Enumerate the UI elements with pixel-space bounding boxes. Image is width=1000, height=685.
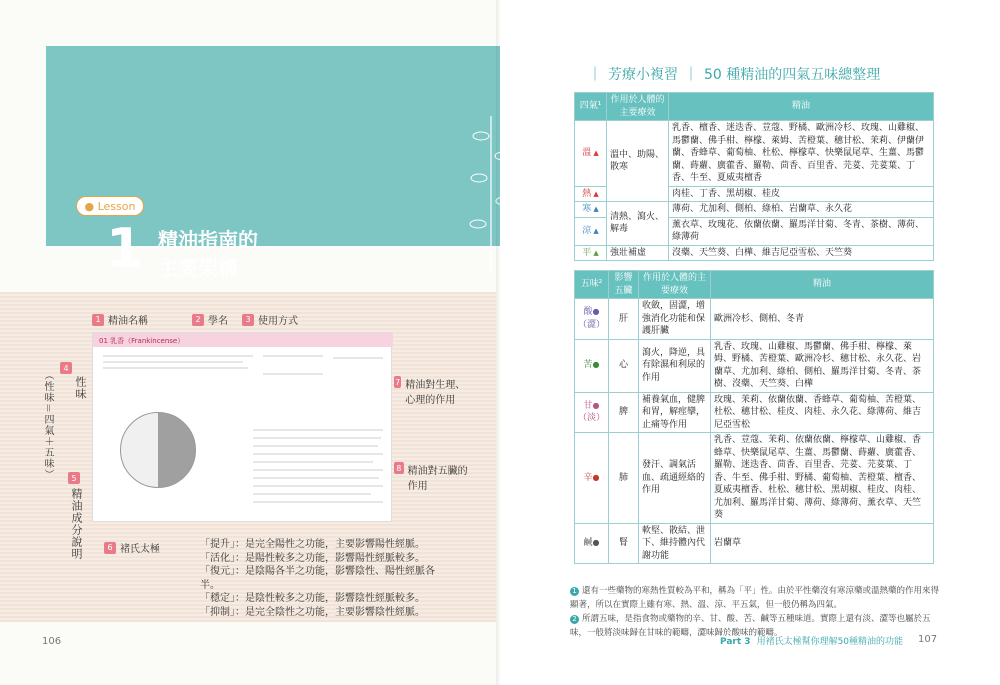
- effect-cell: 收斂，固澀，增強消化功能和保護肝臟: [639, 299, 711, 340]
- effect-cell: 瀉火，降逆，具有除濕和利尿的作用: [639, 339, 711, 392]
- oils-cell: 玫瑰、茉莉、依蘭依蘭、香蜂草、葡萄柚、苦橙葉、杜松、穗甘松、桂皮、肉桂、永久花、綠薄荷、維吉尼亞雪松: [711, 392, 934, 433]
- nature-label: 熱: [582, 188, 592, 199]
- taste-label: 酸: [583, 307, 593, 318]
- lesson-title-line1: 精油指南的: [158, 228, 258, 252]
- callout-label: 精油名稱: [108, 316, 148, 327]
- effect-cell: 發汗、調氣活血、疏通經絡的作用: [639, 433, 711, 524]
- effect-cell: 補養氣血，健脾和胃，解痙攣，止痛等作用: [639, 392, 711, 433]
- footer-text: 用褚氏太極幫你理解50種精油的功能: [756, 637, 904, 647]
- callout-number: 1: [92, 314, 104, 326]
- callout-number: 2: [192, 314, 204, 326]
- taste-sub-label: （淡）: [578, 413, 606, 424]
- legend-line: 「復元」：是陰陽各半之功能，影響陰性、陽性經脈各半。: [200, 566, 435, 591]
- oils-cell: 乳香、玫瑰、山雞椒、馬鬱蘭、佛手柑、檸檬、萊姆、野橘、苦橙葉、歐洲冷杉、穗甘松、永久花、岩蘭草、尤加利、綠柏、側柏、羅馬洋甘菊、冬青、茶樹、沒藥、天竺葵、白樺: [711, 339, 934, 392]
- oils-cell: 薰衣草、玫瑰花、依蘭依蘭、羅馬洋甘菊、冬青、茶樹、薄荷、綠薄荷: [669, 217, 934, 245]
- taste-label: 鹹: [583, 538, 593, 548]
- taste-label: 甘: [583, 400, 593, 411]
- drop-icon: ●: [592, 307, 600, 317]
- function-legend: [200, 538, 448, 618]
- nature-label: 溫: [582, 148, 592, 158]
- callout-nature-taste: [60, 362, 72, 374]
- oils-cell: 薄荷、尤加利、側柏、綠柏、岩蘭草、永久花: [669, 202, 934, 218]
- drop-icon: ●: [592, 538, 600, 547]
- table-row: [575, 433, 934, 524]
- text-placeholder-line: [253, 493, 371, 495]
- legend-line: 「提升」：是完全陽性之功能，主要影響陽性經脈。: [200, 539, 425, 550]
- taste-label: 苦: [583, 360, 593, 371]
- header-oils: 精油: [669, 93, 934, 121]
- effect-cell: 強壯補虛: [607, 245, 669, 261]
- footnote-number: 1: [570, 587, 579, 596]
- oils-cell: 乳香、荳蔻、茉莉、依蘭依蘭、檸檬草、山雞椒、香蜂草、快樂鼠尾草、生薑、馬鬱蘭、蒔蘿、廣藿香、羅勒、迷迭香、茴香、百里香、芫荽、芫荽葉、丁香、牛至、佛手柑、野橘、葡萄柚、苦橙葉、檀香、夏威夷檀香、杜松、穗甘松、黑胡椒、桂皮、肉桂、尤加利、羅馬洋甘菊、薄荷、綠薄荷、薰衣草、天竺葵: [711, 433, 934, 524]
- drop-icon: ●: [592, 360, 600, 370]
- organ-cell: 心: [609, 339, 639, 392]
- nature-cell: [575, 186, 607, 202]
- table-header-row: [575, 271, 934, 299]
- text-placeholder-line: [253, 429, 383, 431]
- section-title-prefix: 芳療小複習: [608, 67, 678, 83]
- organ-cell: 肝: [609, 299, 639, 340]
- callout-marker: 7: [395, 377, 401, 387]
- legend-line: 「抑制」：是完全陰性之功能，主要影響陰性經脈。: [200, 606, 425, 618]
- text-placeholder-line: [253, 501, 383, 503]
- oils-cell: 肉桂、丁香、黑胡椒、桂皮: [669, 186, 934, 202]
- nature-label: 平: [582, 247, 592, 258]
- effect-cell: 清熱、瀉火、解毒: [607, 202, 669, 246]
- nature-cell: [575, 217, 607, 245]
- taste-sub-label: （澀）: [578, 319, 606, 330]
- footnote-text: 所謂五味，是指食物或藥物的辛、甘、酸、苦、鹹等五種味道。實際上還有淡、澀等也屬於五味，一般將淡味歸在甘味的範疇，澀味歸於酸味的範疇。: [570, 614, 931, 638]
- callout-nature-taste-label: 性味: [74, 376, 87, 400]
- callout-label: 學名: [208, 316, 228, 327]
- callout-taiji: [104, 540, 160, 555]
- taste-cell: [575, 392, 609, 433]
- callout-number: 6: [104, 542, 116, 554]
- oils-cell: 岩蘭草: [711, 523, 934, 564]
- effect-cell: 軟堅、散結、泄下、維持體內代謝功能: [639, 523, 711, 564]
- text-placeholder-line: [103, 361, 243, 363]
- yin-yang-diagram-icon: [120, 412, 196, 488]
- triangle-up-icon: ▲: [593, 226, 599, 235]
- organ-cell: 脾: [609, 392, 639, 433]
- text-placeholder-line: [103, 355, 253, 357]
- callout-latin-name: [192, 312, 228, 327]
- taste-cell: [575, 433, 609, 524]
- section-title: ｜ 芳療小複習 ｜ 50 種精油的四氣五味總整理: [588, 67, 881, 83]
- footnote-number: 2: [570, 615, 579, 624]
- lesson-title: [158, 226, 258, 282]
- text-placeholder-line: [263, 373, 323, 375]
- callout-components-label: 精油成分說明: [70, 488, 83, 560]
- footnotes: [570, 584, 940, 640]
- lesson-label: Lesson: [97, 199, 136, 213]
- text-placeholder-line: [253, 477, 379, 479]
- nature-cell: [575, 121, 607, 187]
- text-placeholder-line: [253, 461, 373, 463]
- four-natures-table: [574, 92, 934, 261]
- callout-number: 3: [242, 314, 254, 326]
- oils-cell: 沒藥、天竺葵、白樺、維吉尼亞雪松、天竺葵: [669, 245, 934, 261]
- callout-label: 使用方式: [258, 316, 298, 327]
- lesson-tag: ● Lesson: [76, 196, 144, 216]
- text-placeholder-line: [253, 485, 383, 487]
- table-row: [575, 121, 934, 187]
- footnote-1: [570, 584, 940, 612]
- table-row: [575, 523, 934, 564]
- table-row: [575, 202, 934, 218]
- nature-label: 寒: [582, 204, 592, 214]
- organ-cell: 腎: [609, 523, 639, 564]
- header-organ: 影響五臟: [609, 271, 639, 299]
- organ-cell: 肺: [609, 433, 639, 524]
- taste-label: 辛: [583, 472, 593, 483]
- oils-cell: 乳香、檀香、迷迭香、荳蔻、野橘、歐洲冷杉、玫瑰、山雞椒、馬鬱蘭、佛手柑、檸檬、萊姆、苦橙葉、穗甘松、茉莉、伊蘭伊蘭、香蜂草、葡萄柚、杜松、檸檬草、快樂鼠尾草、生薑、馬鬱蘭、蒔蘿、廣藿香、羅勒、茴香、百里香、芫荽、芫荽葉、丁香、牛至、夏威夷檀香: [669, 121, 934, 187]
- oils-cell: 歐洲冷杉、側柏、冬青: [711, 299, 934, 340]
- effect-cell: 溫中、助陽、散寒: [607, 121, 669, 202]
- callout-label: 精油對生理、心理的作用: [405, 380, 466, 406]
- nature-cell: [575, 245, 607, 261]
- page-number-left: 106: [42, 636, 62, 647]
- lesson-number: 1: [106, 217, 144, 280]
- footnote-text: 還有一些藥物的寒熱性質較為平和，稱為「平」性。由於平性藥沒有寒涼藥或溫熱藥的作用來得顯著，所以在實際上雖有寒、熱、溫、涼、平五氣，但一般仍稱為四氣。: [570, 586, 940, 610]
- header-nature: 四氣¹: [575, 93, 607, 121]
- header-effect: 作用於人體的主要療效: [639, 271, 711, 299]
- text-placeholder-line: [253, 437, 381, 439]
- page-number-right: 107: [918, 634, 938, 645]
- text-placeholder-line: [263, 355, 323, 357]
- text-placeholder-line: [253, 453, 383, 455]
- taste-cell: [575, 523, 609, 564]
- sample-guide-title: 01 乳香（Frankincense）: [93, 333, 393, 347]
- text-placeholder-line: [103, 367, 248, 369]
- callout-nature-taste-sub: （性味＝四氣＋五味）: [42, 370, 53, 480]
- nature-cell: [575, 202, 607, 218]
- triangle-up-icon: ▲: [593, 248, 599, 257]
- table-header-row: [575, 93, 934, 121]
- callout-body-mind: [394, 376, 472, 406]
- callout-label: 精油對五臟的作用: [407, 466, 468, 492]
- callout-number: 4: [60, 362, 72, 374]
- triangle-up-icon: ▲: [593, 189, 599, 198]
- legend-line: 「穩定」：是陰性較多之功能，影響陰性經脈較多。: [200, 593, 425, 604]
- lesson-banner: [46, 46, 500, 280]
- taste-cell: [575, 299, 609, 340]
- drop-icon: ●: [592, 472, 600, 482]
- five-tastes-table: [574, 270, 934, 564]
- callout-organs: [394, 462, 472, 492]
- drop-icon: ●: [592, 400, 600, 410]
- triangle-up-icon: ▲: [593, 205, 599, 213]
- legend-line: 「活化」：是陽性較多之功能，影響陽性經脈較多。: [200, 552, 425, 564]
- callout-label: 褚氏太極: [120, 544, 160, 555]
- header-oils: 精油: [711, 271, 934, 299]
- callout-usage: [242, 312, 298, 327]
- nature-label: 涼: [582, 225, 592, 236]
- lesson-title-line2: 主要架構: [158, 256, 238, 280]
- callout-oil-name: [92, 312, 148, 327]
- callout-marker: 8: [394, 462, 404, 474]
- header-taste: 五味²: [575, 271, 609, 299]
- text-placeholder-line: [253, 445, 378, 447]
- running-footer: [720, 634, 903, 647]
- table-row: [575, 392, 934, 433]
- footer-part: Part 3: [720, 637, 751, 647]
- text-placeholder-line: [253, 469, 383, 471]
- callout-number: 5: [68, 472, 80, 484]
- callout-components: [68, 472, 80, 484]
- table-row: [575, 299, 934, 340]
- table-row: [575, 339, 934, 392]
- table-row: [575, 245, 934, 261]
- header-effect: 作用於人體的主要療效: [607, 93, 669, 121]
- section-title-main: 50 種精油的四氣五味總整理: [704, 67, 881, 83]
- text-placeholder-line: [333, 357, 383, 359]
- triangle-up-icon: ▲: [593, 149, 599, 157]
- taste-cell: [575, 339, 609, 392]
